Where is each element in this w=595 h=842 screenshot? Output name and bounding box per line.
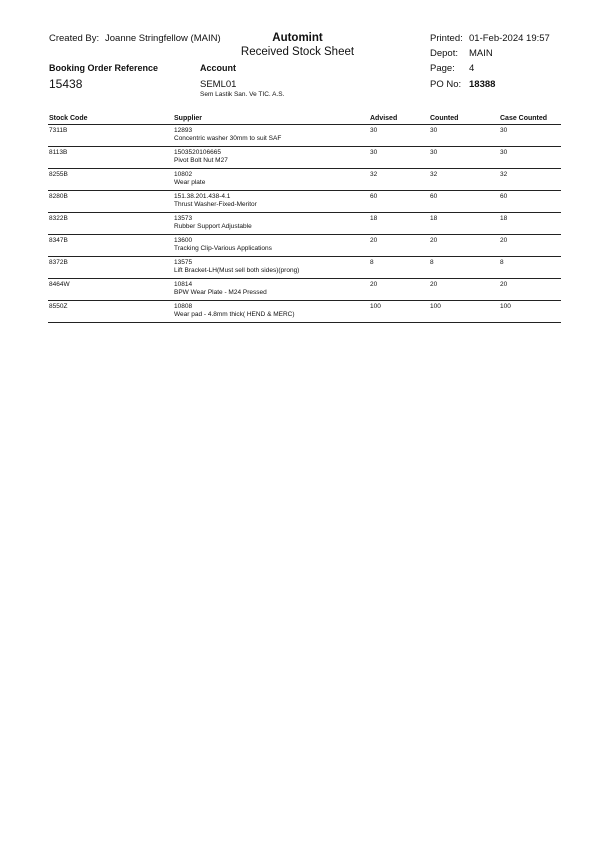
advised-cell: 30 (370, 149, 378, 156)
col-case-counted: Case Counted (500, 115, 548, 122)
supplier-cell: 1503520106665 (174, 149, 221, 156)
counted-cell: 30 (430, 127, 438, 134)
stock-code-cell: 8280B (49, 193, 68, 200)
description-cell: BPW Wear Plate - M24 Pressed (174, 289, 267, 296)
booking-ref-value: 15438 (49, 77, 83, 91)
supplier-cell: 10814 (174, 281, 193, 288)
report-title: Received Stock Sheet (240, 46, 355, 58)
advised-cell: 60 (370, 193, 378, 200)
description-cell: Wear plate (174, 179, 206, 186)
advised-cell: 20 (370, 237, 378, 244)
case-counted-cell: 60 (500, 193, 508, 200)
page-label: Page: (430, 63, 455, 74)
case-counted-cell: 32 (500, 171, 508, 178)
supplier-cell: 12893 (174, 127, 193, 134)
advised-cell: 18 (370, 215, 378, 222)
counted-cell: 20 (430, 237, 438, 244)
description-cell: Wear pad - 4.8mm thick( HEND & MERC) (174, 311, 295, 318)
case-counted-cell: 30 (500, 149, 508, 156)
col-counted: Counted (430, 115, 459, 122)
counted-cell: 30 (430, 149, 438, 156)
advised-cell: 30 (370, 127, 378, 134)
counted-cell: 18 (430, 215, 438, 222)
col-supplier: Supplier (174, 115, 203, 122)
description-cell: Thrust Washer-Fixed-Meritor (174, 201, 257, 208)
advised-cell: 8 (370, 259, 374, 266)
supplier-cell: 10808 (174, 303, 193, 310)
row-divider (48, 322, 561, 323)
depot-value: MAIN (469, 48, 493, 59)
row-divider (48, 256, 561, 257)
counted-cell: 20 (430, 281, 438, 288)
row-divider (48, 234, 561, 235)
case-counted-cell: 100 (500, 303, 511, 310)
row-divider (48, 146, 561, 147)
account-name: Sem Lastik San. Ve TIC. A.S. (200, 91, 285, 98)
description-cell: Pivot Bolt Nut M27 (174, 157, 228, 164)
booking-ref-label: Booking Order Reference (49, 63, 159, 73)
created-by-value: Joanne Stringfellow (MAIN) (105, 33, 221, 44)
row-divider (48, 212, 561, 213)
supplier-cell: 13573 (174, 215, 193, 222)
stock-code-cell: 7311B (49, 127, 68, 134)
stock-code-cell: 8550Z (49, 303, 68, 310)
col-advised: Advised (370, 115, 398, 122)
counted-cell: 8 (430, 259, 434, 266)
case-counted-cell: 20 (500, 281, 508, 288)
supplier-cell: 13600 (174, 237, 193, 244)
case-counted-cell: 18 (500, 215, 508, 222)
advised-cell: 100 (370, 303, 381, 310)
created-by-label: Created By: (49, 33, 100, 44)
row-divider (48, 190, 561, 191)
depot-label: Depot: (430, 48, 458, 59)
printed-label: Printed: (430, 33, 463, 44)
po-label: PO No: (430, 79, 462, 90)
account-code: SEML01 (200, 79, 237, 90)
row-divider (48, 300, 561, 301)
supplier-cell: 13575 (174, 259, 193, 266)
stock-code-cell: 8464W (49, 281, 70, 288)
stock-code-cell: 8322B (49, 215, 68, 222)
description-cell: Concentric washer 30mm to suit SAF (174, 135, 282, 142)
company-name: Automint (272, 32, 323, 44)
advised-cell: 32 (370, 171, 378, 178)
stock-code-cell: 8255B (49, 171, 68, 178)
col-stock-code: Stock Code (49, 115, 88, 122)
counted-cell: 100 (430, 303, 441, 310)
case-counted-cell: 20 (500, 237, 508, 244)
supplier-cell: 151.38.201.438-4.1 (174, 193, 231, 200)
header-rule (48, 124, 561, 125)
counted-cell: 32 (430, 171, 438, 178)
description-cell: Lift Bracket-LH(Must sell both sides)(prong) (174, 267, 300, 274)
printed-value: 01-Feb-2024 19:57 (469, 33, 550, 44)
advised-cell: 20 (370, 281, 378, 288)
po-value: 18388 (469, 79, 496, 90)
stock-code-cell: 8347B (49, 237, 68, 244)
row-divider (48, 278, 561, 279)
description-cell: Rubber Support Adjustable (174, 223, 252, 230)
supplier-cell: 10802 (174, 171, 193, 178)
counted-cell: 60 (430, 193, 438, 200)
description-cell: Tracking Clip-Various Applications (174, 245, 272, 252)
row-divider (48, 168, 561, 169)
case-counted-cell: 30 (500, 127, 508, 134)
stock-code-cell: 8113B (49, 149, 68, 156)
case-counted-cell: 8 (500, 259, 504, 266)
account-label: Account (200, 63, 236, 73)
stock-code-cell: 8372B (49, 259, 68, 266)
page-value: 4 (469, 63, 475, 74)
